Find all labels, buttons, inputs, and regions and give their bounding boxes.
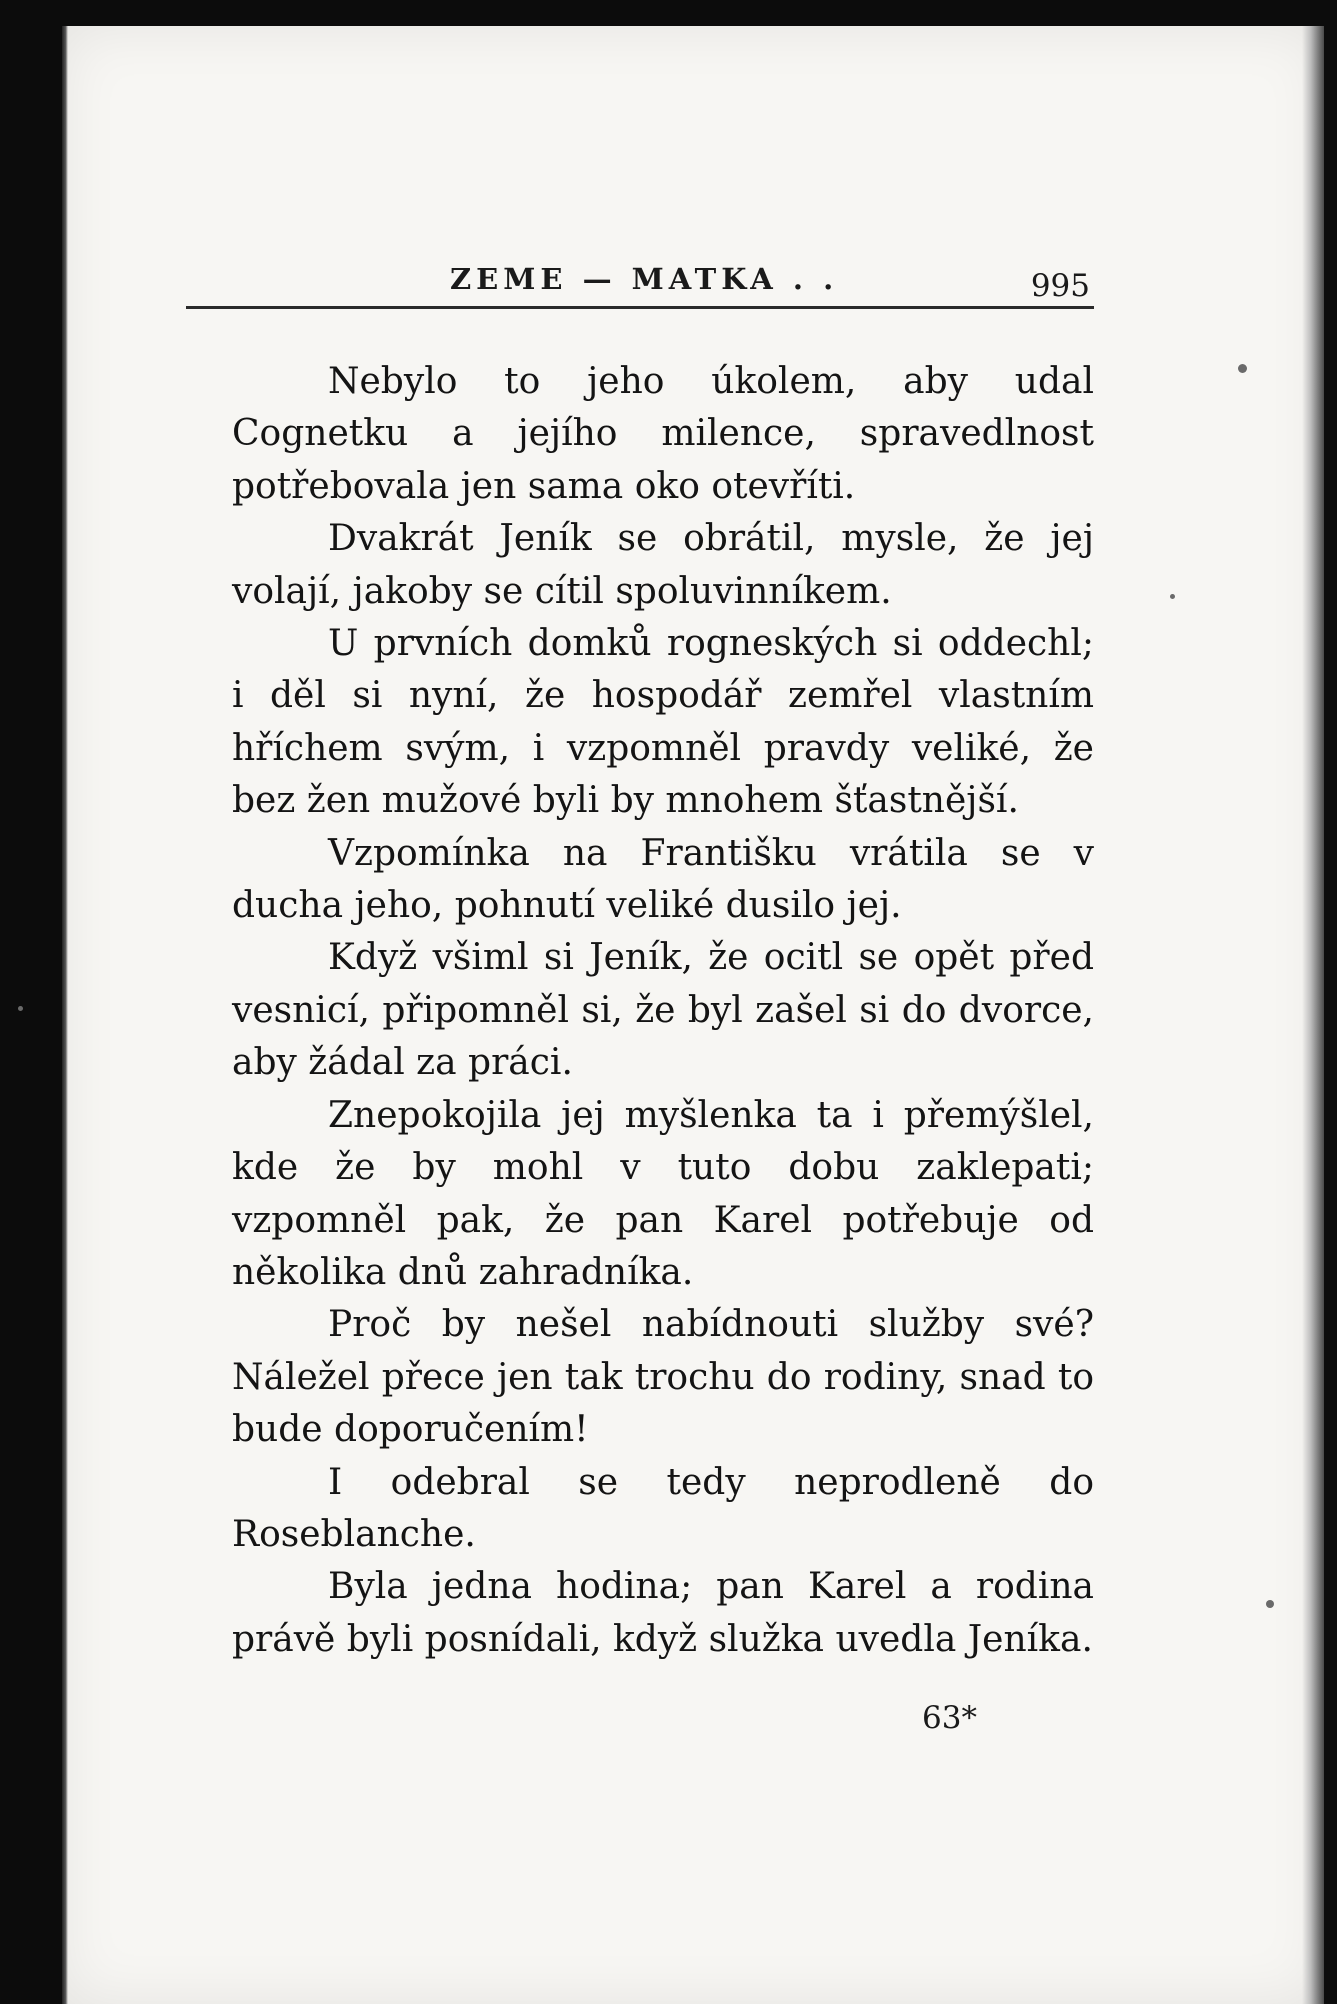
scan-speck [1170, 594, 1175, 599]
signature-mark: 63* [922, 1700, 977, 1736]
scan-speck [1238, 364, 1247, 373]
paragraph: Byla jedna hodina; pan Karel a rodina právě byli posnídali, když služka uvedla Jeníka. [232, 1566, 1094, 1660]
page-header [186, 252, 1098, 310]
paragraph: Dvakrát Jeník se obrátil, mysle, že jej volají, jakoby se cítil spoluvinníkem. [232, 518, 1094, 612]
paragraph: Vzpomínka na Františku vrátila se v ducha jeho, pohnutí veliké dusilo jej. [232, 832, 1094, 927]
running-head: ZEME — MATKA . . [450, 262, 839, 296]
paragraph: I odebral se tedy neprodleně do Roseblanche. [232, 1461, 1094, 1555]
gutter-shadow [62, 26, 68, 2004]
page-edge-shadow [1302, 26, 1324, 2004]
paragraph: Nebylo to jeho úkolem, aby udal Cognetku a jejího milence, spravedlnost potřebovala jen sama oko otevříti. [232, 361, 1094, 507]
scan-speck [1266, 1600, 1274, 1608]
body-text [232, 356, 1094, 1666]
header-rule [186, 306, 1094, 309]
page-number: 995 [1030, 268, 1090, 304]
paragraph: U prvních domků rogneských si oddechl; i děl si nyní, že hospodář zemřel vlastním hříchem svým, i vzpomněl pravdy veliké, že bez žen mužové byli by mnohem šťastnější. [232, 623, 1094, 822]
paragraph: Znepokojila jej myšlenka ta i přemýšlel, kde že by mohl v tuto dobu zaklepati; vzpomněl pak, že pan Karel potřebuje od několika dnů zahradníka. [232, 1094, 1094, 1293]
paragraph: Když všiml si Jeník, že ocitl se opět před vesnicí, připomněl si, že byl zašel si do dvorce, aby žádal za práci. [232, 937, 1094, 1084]
paragraph: Proč by nešel nabídnouti služby své? Náležel přece jen tak trochu do rodiny, snad to bude doporučením! [232, 1304, 1094, 1451]
scan-speck [18, 1006, 23, 1011]
